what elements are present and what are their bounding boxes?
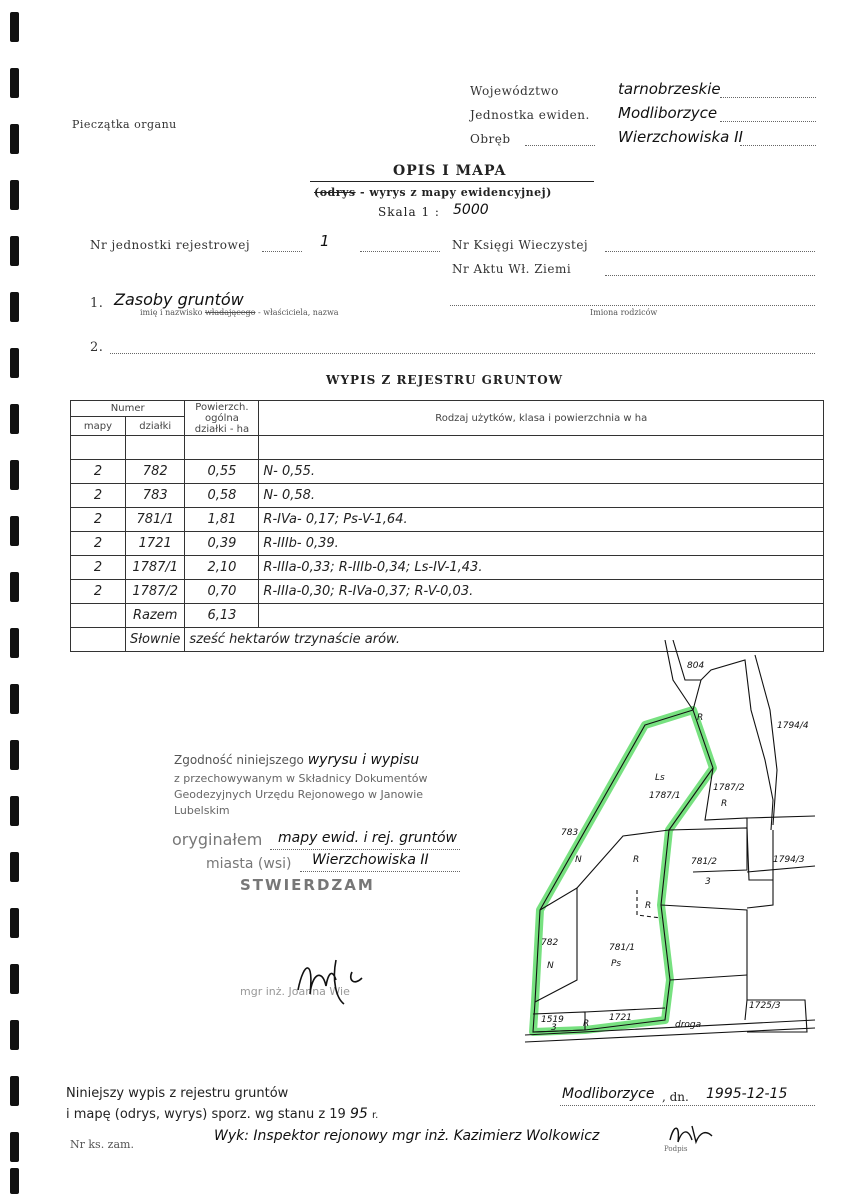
map-label: 1519 (541, 1015, 564, 1025)
kw-label: Nr Księgi Wieczystej (452, 238, 589, 252)
map-label: 781/2 (691, 857, 717, 867)
document-subtitle: (odrys - wyrys z mapy ewidencyjnej) (314, 186, 552, 199)
scale-value: 5000 (453, 202, 489, 218)
cert-line4: Lubelskim (174, 804, 230, 817)
footer-podpis: Podpis (664, 1145, 688, 1153)
footer-nr: Nr ks. zam. (70, 1138, 134, 1151)
cert-line2: z przechowywanym w Składnicy Dokumentów (174, 772, 428, 785)
document-title: OPIS I MAPA (393, 163, 507, 179)
map-label: R (721, 799, 728, 809)
map-label: 1794/3 (773, 855, 805, 865)
map-label: 1787/1 (649, 791, 681, 801)
footer-author: Wyk: Inspektor rejonowy mgr inż. Kazimierz Wolkowicz (214, 1128, 600, 1144)
footer-signature (666, 1118, 716, 1146)
scale-label: Skala 1 : (378, 205, 440, 219)
col-numer: Numer (71, 401, 185, 417)
map-label: 1721 (609, 1013, 632, 1023)
map-label: 804 (687, 661, 705, 671)
cert-line3: Geodezyjnych Urzędu Rejonowego w Janowie (174, 788, 424, 801)
footer-line1: Niniejszy wypis z rejestru gruntów (66, 1086, 289, 1101)
table-row: 2 782 0,55 N- 0,55. (71, 460, 824, 484)
table-row: 2 781/1 1,81 R-IVa- 0,17; Ps-V-1,64. (71, 508, 824, 532)
obreb-label: Obręb (470, 132, 511, 146)
owner-value: Zasoby gruntów (114, 290, 244, 309)
table-row: 2 1721 0,39 R-IIIb- 0,39. (71, 532, 824, 556)
map-label: 3 (705, 877, 711, 887)
map-label: R (633, 855, 640, 865)
map-label: R (645, 901, 652, 911)
oryg-label: oryginałem (172, 830, 263, 849)
map-label: Ls (655, 773, 665, 783)
col-rodzaj: Rodzaj użytków, klasa i powierzchnia w ha (259, 401, 824, 436)
table-row: 2 1787/2 0,70 R-IIIa-0,30; R-IVa-0,37; R-V-0,03. (71, 580, 824, 604)
map-label: droga (675, 1020, 702, 1030)
unit-label: Nr jednostki rejestrowej (90, 238, 251, 252)
footer-date: 1995-12-15 (706, 1086, 788, 1102)
oryg-value: mapy ewid. i rej. gruntów (278, 830, 457, 846)
map-label: N (575, 855, 582, 865)
table-row: 2 1787/1 2,10 R-IIIa-0,33; R-IIIb-0,34; Ls-IV-1,43. (71, 556, 824, 580)
owner-caption: imię i nazwisko władającego - właściciela, nazwa (140, 308, 339, 317)
cert-line1: Zgodność niniejszego wyrysu i wypisu (174, 752, 420, 768)
table-row-razem: Razem 6,13 (71, 604, 824, 628)
col-mapy: mapy (71, 417, 126, 436)
jednostka-value: Modliborzyce (618, 104, 718, 122)
wojewodztwo-value: tarnobrzeskie (618, 80, 721, 98)
footer-place: Modliborzyce (562, 1086, 655, 1102)
map-label: 1725/3 (749, 1001, 781, 1011)
map-label: N (547, 961, 554, 971)
col-dzialki: działki (126, 417, 185, 436)
signature-scribble (292, 950, 372, 1010)
owner-num2: 2. (90, 340, 104, 355)
footer-line2: i mapę (odrys, wyrys) sporz. wg stanu z 19 95 r. (66, 1106, 379, 1122)
miasta-value: Wierzchowiska II (312, 852, 429, 868)
miasta-label: miasta (wsi) (206, 856, 292, 872)
map-label: 783 (561, 828, 579, 838)
land-register-table (70, 400, 824, 652)
wojewodztwo-label: Województwo (470, 84, 559, 98)
col-area: Powierzch. ogólna działki - ha (185, 401, 259, 436)
table-title: WYPIS Z REJESTRU GRUNTOW (326, 373, 564, 387)
table-row: 2 783 0,58 N- 0,58. (71, 484, 824, 508)
unit-value: 1 (320, 232, 330, 250)
owner-caption-right: Imiona rodziców (590, 308, 658, 317)
obreb-value: Wierzchowiska II (618, 128, 743, 146)
stwierdzam: STWIERDZAM (240, 876, 375, 894)
jednostka-label: Jednostka ewiden. (470, 108, 590, 122)
akt-label: Nr Aktu Wł. Ziemi (452, 262, 572, 276)
map-label: 782 (541, 938, 559, 948)
map-label: 3 (551, 1023, 557, 1033)
table-row-slownie: Słownie sześć hektarów trzynaście arów. (71, 628, 824, 652)
map-label: R (583, 1019, 590, 1029)
map-label: 1787/2 (713, 783, 745, 793)
map-label: 781/1 (609, 943, 635, 953)
owner-num1: 1. (90, 296, 104, 311)
footer-dn: , dn. (662, 1090, 689, 1104)
map-label: 1794/4 (777, 721, 809, 731)
stamp-label: Pieczątka organu (72, 118, 177, 131)
map-label: R (697, 713, 704, 723)
map-label: Ps (611, 959, 622, 969)
parcel-map (515, 640, 820, 1050)
sig-line: mgr inż. Joanna Wie (240, 985, 350, 998)
